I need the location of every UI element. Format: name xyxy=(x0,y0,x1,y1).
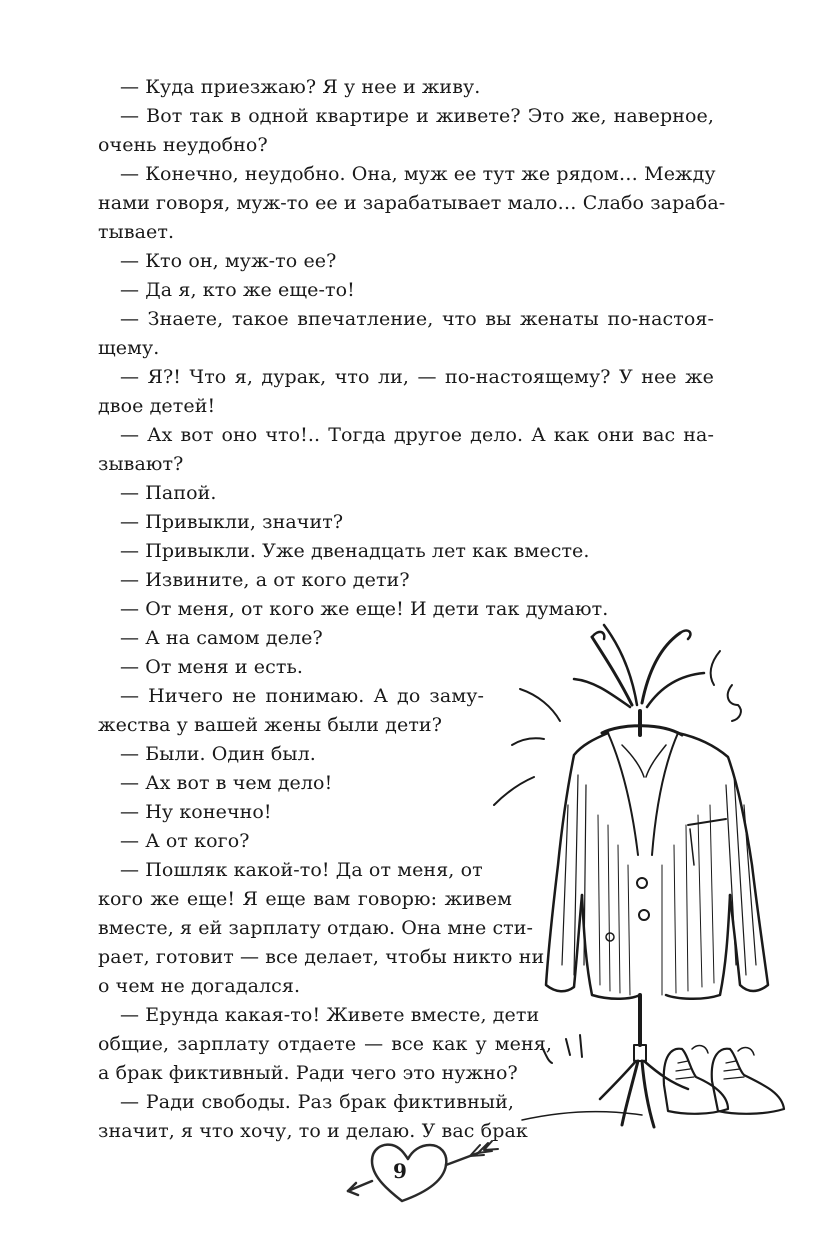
text-line: вместе, я ей зарплату отдаю. Она мне сти- xyxy=(98,917,534,939)
text-line: щему. xyxy=(98,337,160,359)
text-line: — Вот так в одной квартире и живете? Это же, наверное, xyxy=(120,105,714,127)
text-line: — Ради свободы. Раз брак фиктивный, xyxy=(120,1091,514,1113)
text-line: а брак фиктивный. Ради чего это нужно? xyxy=(98,1062,518,1084)
page-number: 9 xyxy=(393,1159,407,1183)
text-line: — Ах вот оно что!.. Тогда другое дело. А как они вас на- xyxy=(120,424,714,446)
text-line: очень неудобно? xyxy=(98,134,268,156)
text-line: — Ничего не понимаю. А до заму- xyxy=(120,685,484,707)
text-line: — Кто он, муж-то ее? xyxy=(120,250,337,272)
text-line: — Ну конечно! xyxy=(120,801,272,823)
text-line: — От меня и есть. xyxy=(120,656,304,678)
page-number-heart-emblem xyxy=(342,1125,512,1215)
coat-rack-illustration xyxy=(482,615,798,1155)
text-line: значит, я что хочу, то и делаю. У вас брак xyxy=(98,1120,528,1142)
text-line: — От меня, от кого же еще! И дети так думают. xyxy=(120,598,609,620)
text-line: — Ерунда какая-то! Живете вместе, дети xyxy=(120,1004,540,1026)
text-line: — Папой. xyxy=(120,482,217,504)
text-line: — Да я, кто же еще-то! xyxy=(120,279,355,301)
text-line: рает, готовит — все делает, чтобы никто ни xyxy=(98,946,545,968)
text-line: — А на самом деле? xyxy=(120,627,323,649)
text-line: — Привыкли, значит? xyxy=(120,511,344,533)
text-line: двое детей! xyxy=(98,395,216,417)
text-line: зывают? xyxy=(98,453,184,475)
text-line: — Привыкли. Уже двенадцать лет как вместе. xyxy=(120,540,590,562)
text-line: нами говоря, муж-то ее и зарабатывает мало… Слабо зараба- xyxy=(98,192,726,214)
text-line: кого же еще! Я еще вам говорю: живем xyxy=(98,888,512,910)
text-line: — Пошляк какой-то! Да от меня, от xyxy=(120,859,483,881)
text-line: тывает. xyxy=(98,221,175,243)
text-line: — Я?! Что я, дурак, что ли, — по-настоящему? У нее же xyxy=(120,366,714,388)
text-line: — Ах вот в чем дело! xyxy=(120,772,333,794)
text-line: — Были. Один был. xyxy=(120,743,316,765)
text-line: жества у вашей жены были дети? xyxy=(98,714,442,736)
text-line: о чем не догадался. xyxy=(98,975,301,997)
text-line: общие, зарплату отдаете — все как у меня, xyxy=(98,1033,552,1055)
text-line: — Извините, а от кого дети? xyxy=(120,569,410,591)
text-line: — А от кого? xyxy=(120,830,250,852)
text-line: — Куда приезжаю? Я у нее и живу. xyxy=(120,76,481,98)
text-line: — Знаете, такое впечатление, что вы женаты по-настоя- xyxy=(120,308,714,330)
text-line: — Конечно, неудобно. Она, муж ее тут же рядом… Между xyxy=(120,163,716,185)
